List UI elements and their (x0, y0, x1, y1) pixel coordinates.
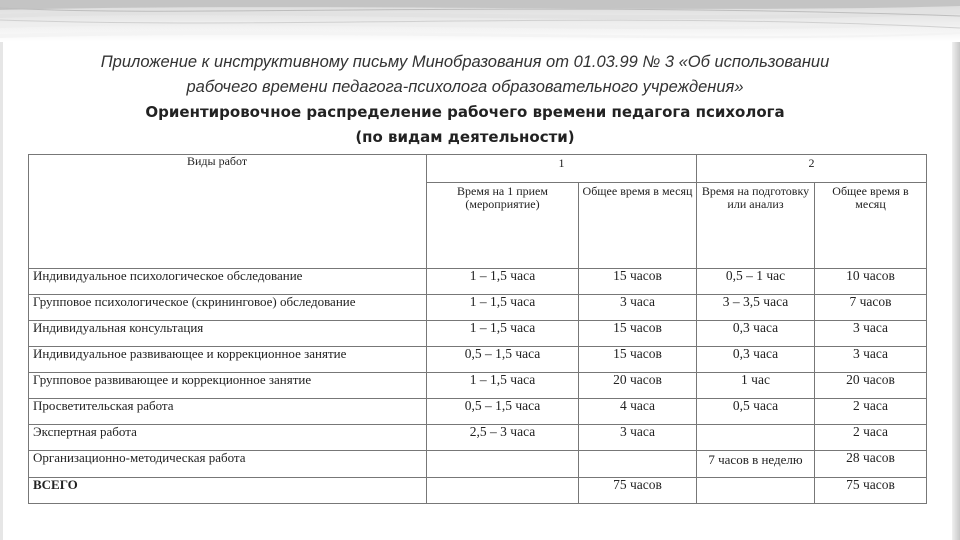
row-cell-prep: 0,3 часа (697, 321, 815, 347)
title-line-1: Приложение к инструктивному письму Минобразования от 01.03.99 № 3 «Об использовании (100, 53, 830, 71)
row-cell-prep (697, 478, 815, 504)
table-row (29, 373, 927, 399)
row-cell-time-per: 1 – 1,5 часа (427, 373, 579, 399)
row-cell-total-2: 3 часа (815, 321, 927, 347)
row-cell-total-1: 15 часов (579, 269, 697, 295)
row-cell-time-per: 2,5 – 3 часа (427, 425, 579, 451)
row-cell-prep: 7 часов в неделю (697, 451, 815, 478)
row-cell-time-per: 1 – 1,5 часа (427, 269, 579, 295)
header-time-per-session: Время на 1 прием (мероприятие) (427, 183, 579, 269)
table-row (29, 451, 927, 478)
table-row (29, 321, 927, 347)
row-cell-prep: 3 – 3,5 часа (697, 295, 815, 321)
row-kind: Индивидуальная консультация (29, 321, 427, 347)
row-cell-total-2: 28 часов (815, 451, 927, 478)
row-cell-total-2: 2 часа (815, 425, 927, 451)
table-header-row (29, 155, 927, 183)
table-row (29, 425, 927, 451)
table-row (29, 269, 927, 295)
header-group-1: 1 (427, 155, 697, 183)
row-cell-total-2: 75 часов (815, 478, 927, 504)
header-kinds: Виды работ (29, 155, 427, 269)
row-cell-prep: 0,3 часа (697, 347, 815, 373)
row-cell-total-2: 3 часа (815, 347, 927, 373)
row-cell-total-1: 3 часа (579, 295, 697, 321)
decorative-header-stripes (0, 0, 960, 42)
row-cell-total-1: 4 часа (579, 399, 697, 425)
row-cell-total-1: 15 часов (579, 321, 697, 347)
row-cell-total-2: 2 часа (815, 399, 927, 425)
row-cell-prep: 1 час (697, 373, 815, 399)
row-kind: Просветительская работа (29, 399, 427, 425)
row-cell-total-1 (579, 451, 697, 478)
row-kind: Индивидуальное психологическое обследование (29, 269, 427, 295)
row-kind: Групповое психологическое (скрининговое) обследование (29, 295, 427, 321)
row-cell-total-1: 75 часов (579, 478, 697, 504)
row-cell-time-per (427, 478, 579, 504)
row-cell-prep: 0,5 часа (697, 399, 815, 425)
row-cell-time-per: 1 – 1,5 часа (427, 295, 579, 321)
slide-right-edge (952, 0, 960, 540)
table-row (29, 399, 927, 425)
row-cell-time-per: 0,5 – 1,5 часа (427, 347, 579, 373)
row-cell-total-1: 20 часов (579, 373, 697, 399)
row-cell-prep (697, 425, 815, 451)
title-line-3: Ориентировочное распределение рабочего времени педагога психолога (145, 103, 785, 121)
row-cell-time-per: 0,5 – 1,5 часа (427, 399, 579, 425)
header-prep-time: Время на подготовку или анализ (697, 183, 815, 269)
slide-title (0, 50, 930, 150)
row-cell-time-per (427, 451, 579, 478)
table-row (29, 347, 927, 373)
title-line-4: (по видам деятельности) (355, 128, 575, 146)
row-cell-total-2: 10 часов (815, 269, 927, 295)
row-cell-time-per: 1 – 1,5 часа (427, 321, 579, 347)
header-group-2: 2 (697, 155, 927, 183)
row-cell-total-2: 20 часов (815, 373, 927, 399)
header-total-month-1: Общее время в месяц (579, 183, 697, 269)
row-kind: Организационно-методическая работа (29, 451, 427, 478)
row-cell-total-1: 15 часов (579, 347, 697, 373)
row-kind: Групповое развивающее и коррекционное занятие (29, 373, 427, 399)
table-row (29, 295, 927, 321)
table-row-total (29, 478, 927, 504)
row-kind: Индивидуальное развивающее и коррекционное занятие (29, 347, 427, 373)
header-total-month-2: Общее время в месяц (815, 183, 927, 269)
row-cell-total-2: 7 часов (815, 295, 927, 321)
row-cell-total-1: 3 часа (579, 425, 697, 451)
row-kind: Экспертная работа (29, 425, 427, 451)
work-time-table (28, 154, 927, 504)
row-kind-total: ВСЕГО (29, 478, 427, 504)
title-line-2: рабочего времени педагога-психолога образовательного учреждения» (186, 78, 744, 96)
row-cell-prep: 0,5 – 1 час (697, 269, 815, 295)
